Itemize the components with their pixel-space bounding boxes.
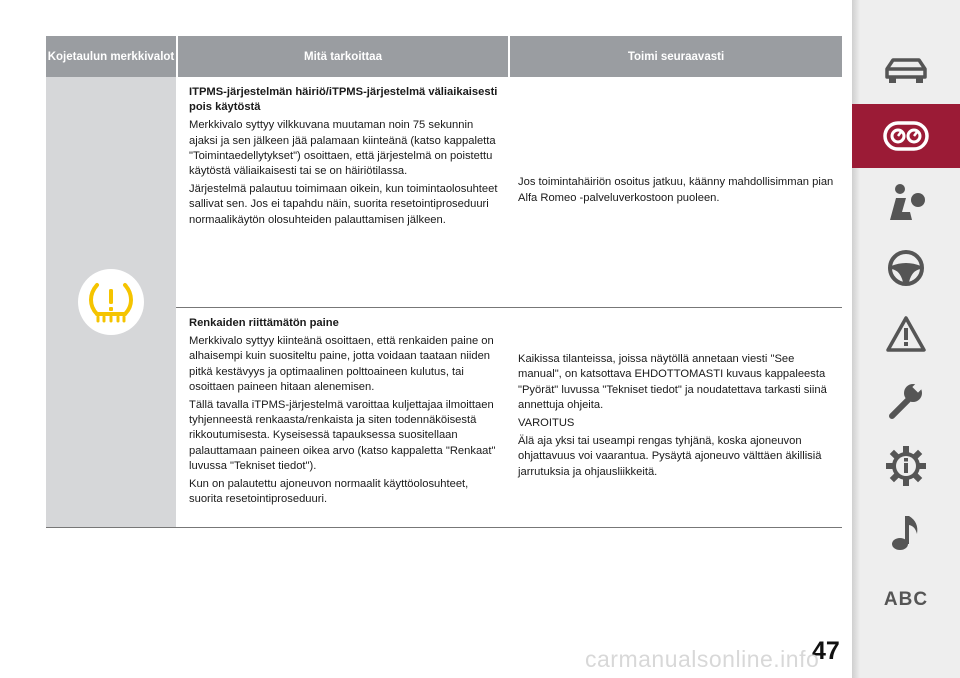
gear-info-icon xyxy=(885,445,927,487)
sidebar-item-dashboard[interactable] xyxy=(852,104,960,168)
action-text: Älä aja yksi tai useampi rengas tyhjänä, koska ajoneuvon ohjattavuus voi vaarantua. Pysäytä ajoneuvo välttäen äkillisiä jarrutuksia ja ohjausliikkeitä. xyxy=(518,435,822,478)
table-rows xyxy=(176,77,842,528)
page-number: 47 xyxy=(812,637,840,665)
watermark: carmanualsonline.info xyxy=(585,646,820,672)
meaning-text: Merkkivalo syttyy vilkkuvana muutaman noin 75 sekunnin ajaksi ja sen jälkeen jää palamaan kiinteänä (katso kappaletta "Toimintaedellytykset") osoittaen, että järjestelmä on poistettu käytöstä väliaikaisesti tai se on häiriötilassa. xyxy=(189,119,496,178)
header-meaning: Mitä tarkoittaa xyxy=(178,36,508,77)
row-title: ITPMS-järjestelmän häiriö/iTPMS-järjestelmä väliaikaisesti pois käytöstä xyxy=(189,86,498,114)
abc-label: ABC xyxy=(883,589,929,610)
meaning-cell xyxy=(176,77,506,307)
chapter-sidebar xyxy=(852,0,960,678)
sidebar-item-maintenance[interactable] xyxy=(852,368,960,432)
airbag-person-icon xyxy=(884,182,928,222)
warning-lights-table xyxy=(46,36,842,528)
car-icon xyxy=(883,55,929,85)
table-row xyxy=(176,77,842,308)
tire-pressure-warning-icon xyxy=(78,269,144,335)
sidebar-item-car[interactable] xyxy=(852,38,960,102)
sidebar-item-index[interactable] xyxy=(852,568,960,632)
warning-label: VAROITUS xyxy=(518,417,575,429)
header-action: Toimi seuraavasti xyxy=(510,36,842,77)
table-header xyxy=(46,36,842,77)
steering-wheel-icon xyxy=(886,248,926,288)
table-body xyxy=(46,77,842,528)
sidebar-item-warnings[interactable] xyxy=(852,302,960,366)
meaning-text: Kun on palautettu ajoneuvon normaalit käyttöolosuhteet, suorita resetointiproseduuri. xyxy=(189,478,469,506)
action-text: Kaikissa tilanteissa, joissa näytöllä annetaan viesti "See manual", on katsottava EHDOTTOMASTI kuvaus kappaleesta "Pyörät" luvussa "Tekniset tiedot" ja noudatettava tarkasti siinä annettuja ohjeita. xyxy=(518,353,827,411)
meaning-text: Järjestelmä palautuu toimimaan oikein, kun toimintaolosuhteet sallivat sen. Jos ei tapahdu näin, suorita resetointiproseduuri normaalikäytön olosuhteiden palauttamisen jälkeen. xyxy=(189,183,498,226)
action-cell xyxy=(506,308,842,527)
header-warning-lights: Kojetaulun merkkivalot xyxy=(46,36,176,77)
sidebar-item-safety[interactable] xyxy=(852,170,960,234)
action-text: Jos toimintahäiriön osoitus jatkuu, käänny mahdollisimman pian Alfa Romeo -palveluverkostoon puoleen. xyxy=(518,176,834,204)
meaning-text: Tällä tavalla iTPMS-järjestelmä varoittaa kuljettajaa ilmoittaen tyhjenneestä renkaasta/renkaista ja siten todennäköisestä rikkoutumisesta. Kyseisessä tapauksessa suositellaan palauttamaan paineen oikea arvo (katso kappaletta "Renkaat" luvussa "Tekniset tiedot"). xyxy=(189,399,496,472)
music-note-icon xyxy=(889,512,923,552)
meaning-text: Merkkivalo syttyy kiinteänä osoittaen, että renkaiden paine on alhaisempi kuin suositeltu paine, jotta voidaan taataan niiden pitkä kestävyys ja optimaalinen polttoaineen kulutus, tai osoittaen paineen hitaan alenemisen. xyxy=(189,335,494,393)
icon-column xyxy=(46,77,176,528)
wrench-icon xyxy=(886,380,926,420)
dashboard-icon xyxy=(882,120,930,152)
table-row xyxy=(176,308,842,528)
sidebar-item-multimedia[interactable] xyxy=(852,500,960,564)
action-cell xyxy=(506,77,842,307)
warning-triangle-icon xyxy=(885,315,927,353)
meaning-cell xyxy=(176,308,506,527)
sidebar-item-driving[interactable] xyxy=(852,236,960,300)
sidebar-item-technical[interactable] xyxy=(852,434,960,498)
row-title: Renkaiden riittämätön paine xyxy=(189,317,339,329)
